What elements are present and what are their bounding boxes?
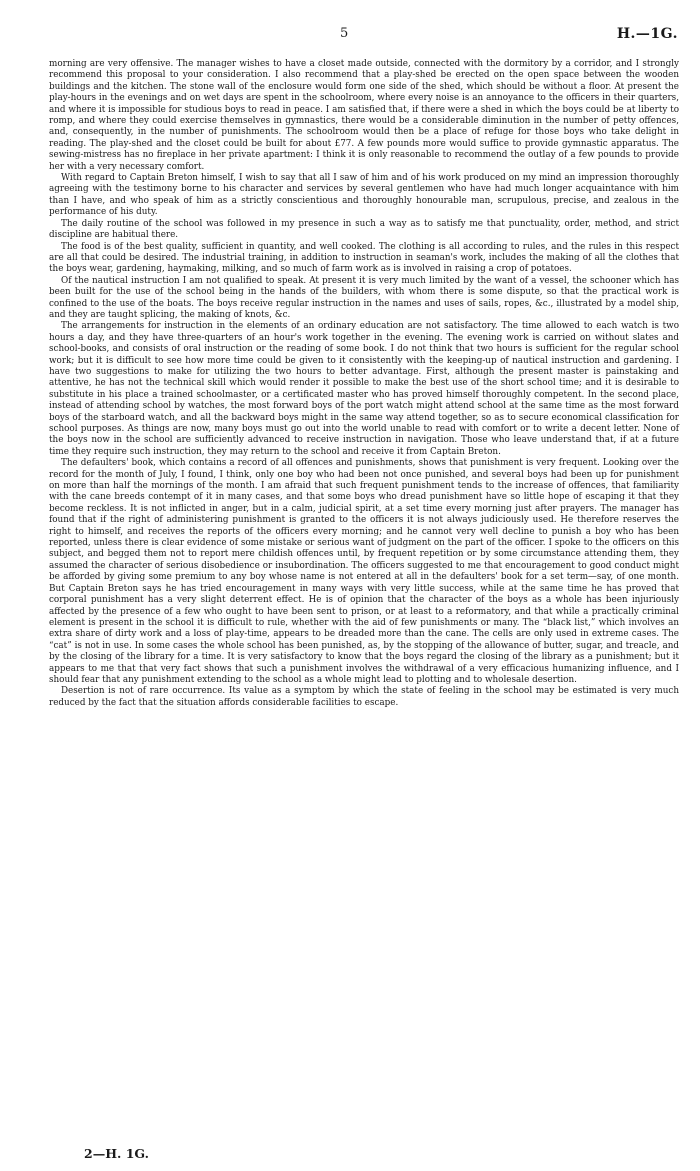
report-body xyxy=(49,59,679,709)
paragraph-desertion: Desertion is not of rare occurrence. Its value as a symptom by which the state of feeling in the school may be estimated is very much reduced by the fact that the situation affords considerable facilities to escape. xyxy=(49,686,679,708)
page-number: 5 xyxy=(340,26,349,41)
signature-mark: 2—H. 1G. xyxy=(84,1146,149,1161)
page-header xyxy=(0,26,700,46)
paragraph-nautical-instruction: Of the nautical instruction I am not qualified to speak. At present it is very much limited by the want of a vessel, the schooner which has been built for the use of the school being in the hands of the builders, with whom there is some dispute, so that the practical work is confined to the use of the boats. The boys receive regular instruction in the names and uses of sails, ropes, &c., illustrated by a model ship, and they are taught splicing, the making of knots, &c. xyxy=(49,275,679,320)
paragraph-daily-routine: The daily routine of the school was followed in my presence in such a way as to satisfy me that punctuality, order, method, and strict discipline are habitual there. xyxy=(49,218,679,241)
paragraph-education-arrangements: The arrangements for instruction in the elements of an ordinary education are not satisfactory. The time allowed to each watch is two hours a day, and they have three-quarters of an hour's work together in the evening. The evening work is carried on without slates and school-books, and consists of oral instruction or the reading of some book. I do not think that two hours is sufficient for the regular school work; but it is difficult to see how more time could be given to it consistently with the keeping-up of nautical instruction and gardening. I have two suggestions to make for utilizing the two hours to better advantage. First, although the present master is painstaking and attentive, he has not the technical skill which would render it possible to make the best use of the short school time; and it is desirable to substitute in his place a trained schoolmaster, or a certificated master who has proved himself thoroughly competent. In the second place, instead of attending school by watches, the most forward boys of the port watch might attend school at the same time as the most forward boys of the starboard watch, and all the backward boys might in the same way attend together, so as to secure economical classification for school purposes. As things are now, many boys must go out into the world unable to read with comfort or to write a decent letter. None of the boys now in the school are sufficiently advanced to receive instruction in navigation. Those who leave understand that, if at a future time they require such instruction, they may return to the school and receive it from Captain Breton. xyxy=(49,321,679,457)
paragraph-captain-breton: With regard to Captain Breton himself, I wish to say that all I saw of him and of his work produced on my mind an impression thoroughly agreeing with the testimony borne to his character and services by several gentlemen who have had much longer acquaintance with him than I have, and who speak of him as a strictly conscientious and thoroughly honourable man, scrupulous, precise, and zealous in the performance of his duty. xyxy=(49,173,679,218)
paragraph-food-clothing: The food is of the best quality, sufficient in quantity, and well cooked. The clothing is all according to rules, and the rules in this respect are all that could be desired. The industrial training, in addition to instruction in seaman's work, includes the making of all the clothes that the boys wear, gardening, haymaking, milking, and so much of farm work as is involved in raising a crop of potatoes. xyxy=(49,241,679,275)
document-reference: H.—1G. xyxy=(616,26,678,42)
paragraph-closet-playshed: morning are very offensive. The manager wishes to have a closet made outside, connected with the dormitory by a corridor, and I strongly recommend this proposal to your consideration. I also recommend that a play-shed be erected on the open space between the wooden buildings and the kitchen. The stone wall of the enclosure would form one side of the shed, which should be without a floor. At present the play-hours in the evenings and on wet days are spent in the schoolroom, where every noise is an annoyance to the officers in their quarters, and where it is impossible for studious boys to read in peace. I am satisfied that, if there were a shed in which the boys could be at liberty to romp, and where they could exercise themselves in gymnastics, there would be a considerable diminution in the number of petty offences, and, consequently, in the number of punishments. The schoolroom would then be a place of refuge for those boys who take delight in reading. The play-shed and the closet could be built for about £77. A few pounds more would suffice to provide gymnastic apparatus. The sewing-mistress has no fireplace in her private apartment: I think it is only reasonable to recommend the outlay of a few pounds to provide her with a very necessary comfort. xyxy=(49,59,679,172)
paragraph-defaulters-book: The defaulters' book, which contains a record of all offences and punishments, shows that punishment is very frequent. Looking over the record for the month of July, I found, I think, only one boy who had been not once punished, and several boys had been up for punishment on more than half the mornings of the month. I am afraid that such frequent punishment tends to the increase of offences, that familiarity with the cane breeds contempt of it in many cases, and that some boys who dread punishment have so little hope of escaping it that they become reckless. It is not inflicted in anger, but in a calm, judicial spirit, at a set time every morning just after prayers. The manager has found that if the right of administering punishment is granted to the officers it is not always judiciously used. He therefore reserves the right to himself, and receives the reports of the officers every morning; and he cannot very well decline to punish a boy who has been reported, unless there is clear evidence of some mistake or serious want of judgment on the part of the officer. I spoke to the officers on this subject, and begged them not to report mere childish offences until, by frequent repetition or by some circumstance attending them, they assumed the character of serious disobedience or insubordination. The officers suggested to me that encouragement to good conduct might be afforded by giving some premium to any boy whose name is not entered at all in the defaulters' book for a set term—say, of one month. But Captain Breton says he has tried encouragement in many ways with very little success, while at the same time he has proved that corporal punishment has a very slight deterrent effect. He is of opinion that the character of the boys as a whole has been injuriously affected by the presence of a few who ought to have been sent to prison, or at least to a reformatory, and that while a practically criminal element is present in the school it is difficult to rule, whether with the aid of few punishments or many. The “black list,” which involves an extra share of dirty work and a loss of play-time, appears to be dreaded more than the cane. The cells are only used in extreme cases. The “cat” is not in use. In some cases the whole school has been punished, as, by the stopping of the allowance of butter, sugar, and treacle, and by the closing of the library for a time. It is very satisfactory to know that the boys regard the closing of the library as a punishment; but it appears to me that that very fact shows that such a punishment involves the withdrawal of a very efficacious humanizing influence, and I should fear that any punishment extending to the school as a whole might lead to plotting and to wholesale desertion. xyxy=(49,458,679,685)
